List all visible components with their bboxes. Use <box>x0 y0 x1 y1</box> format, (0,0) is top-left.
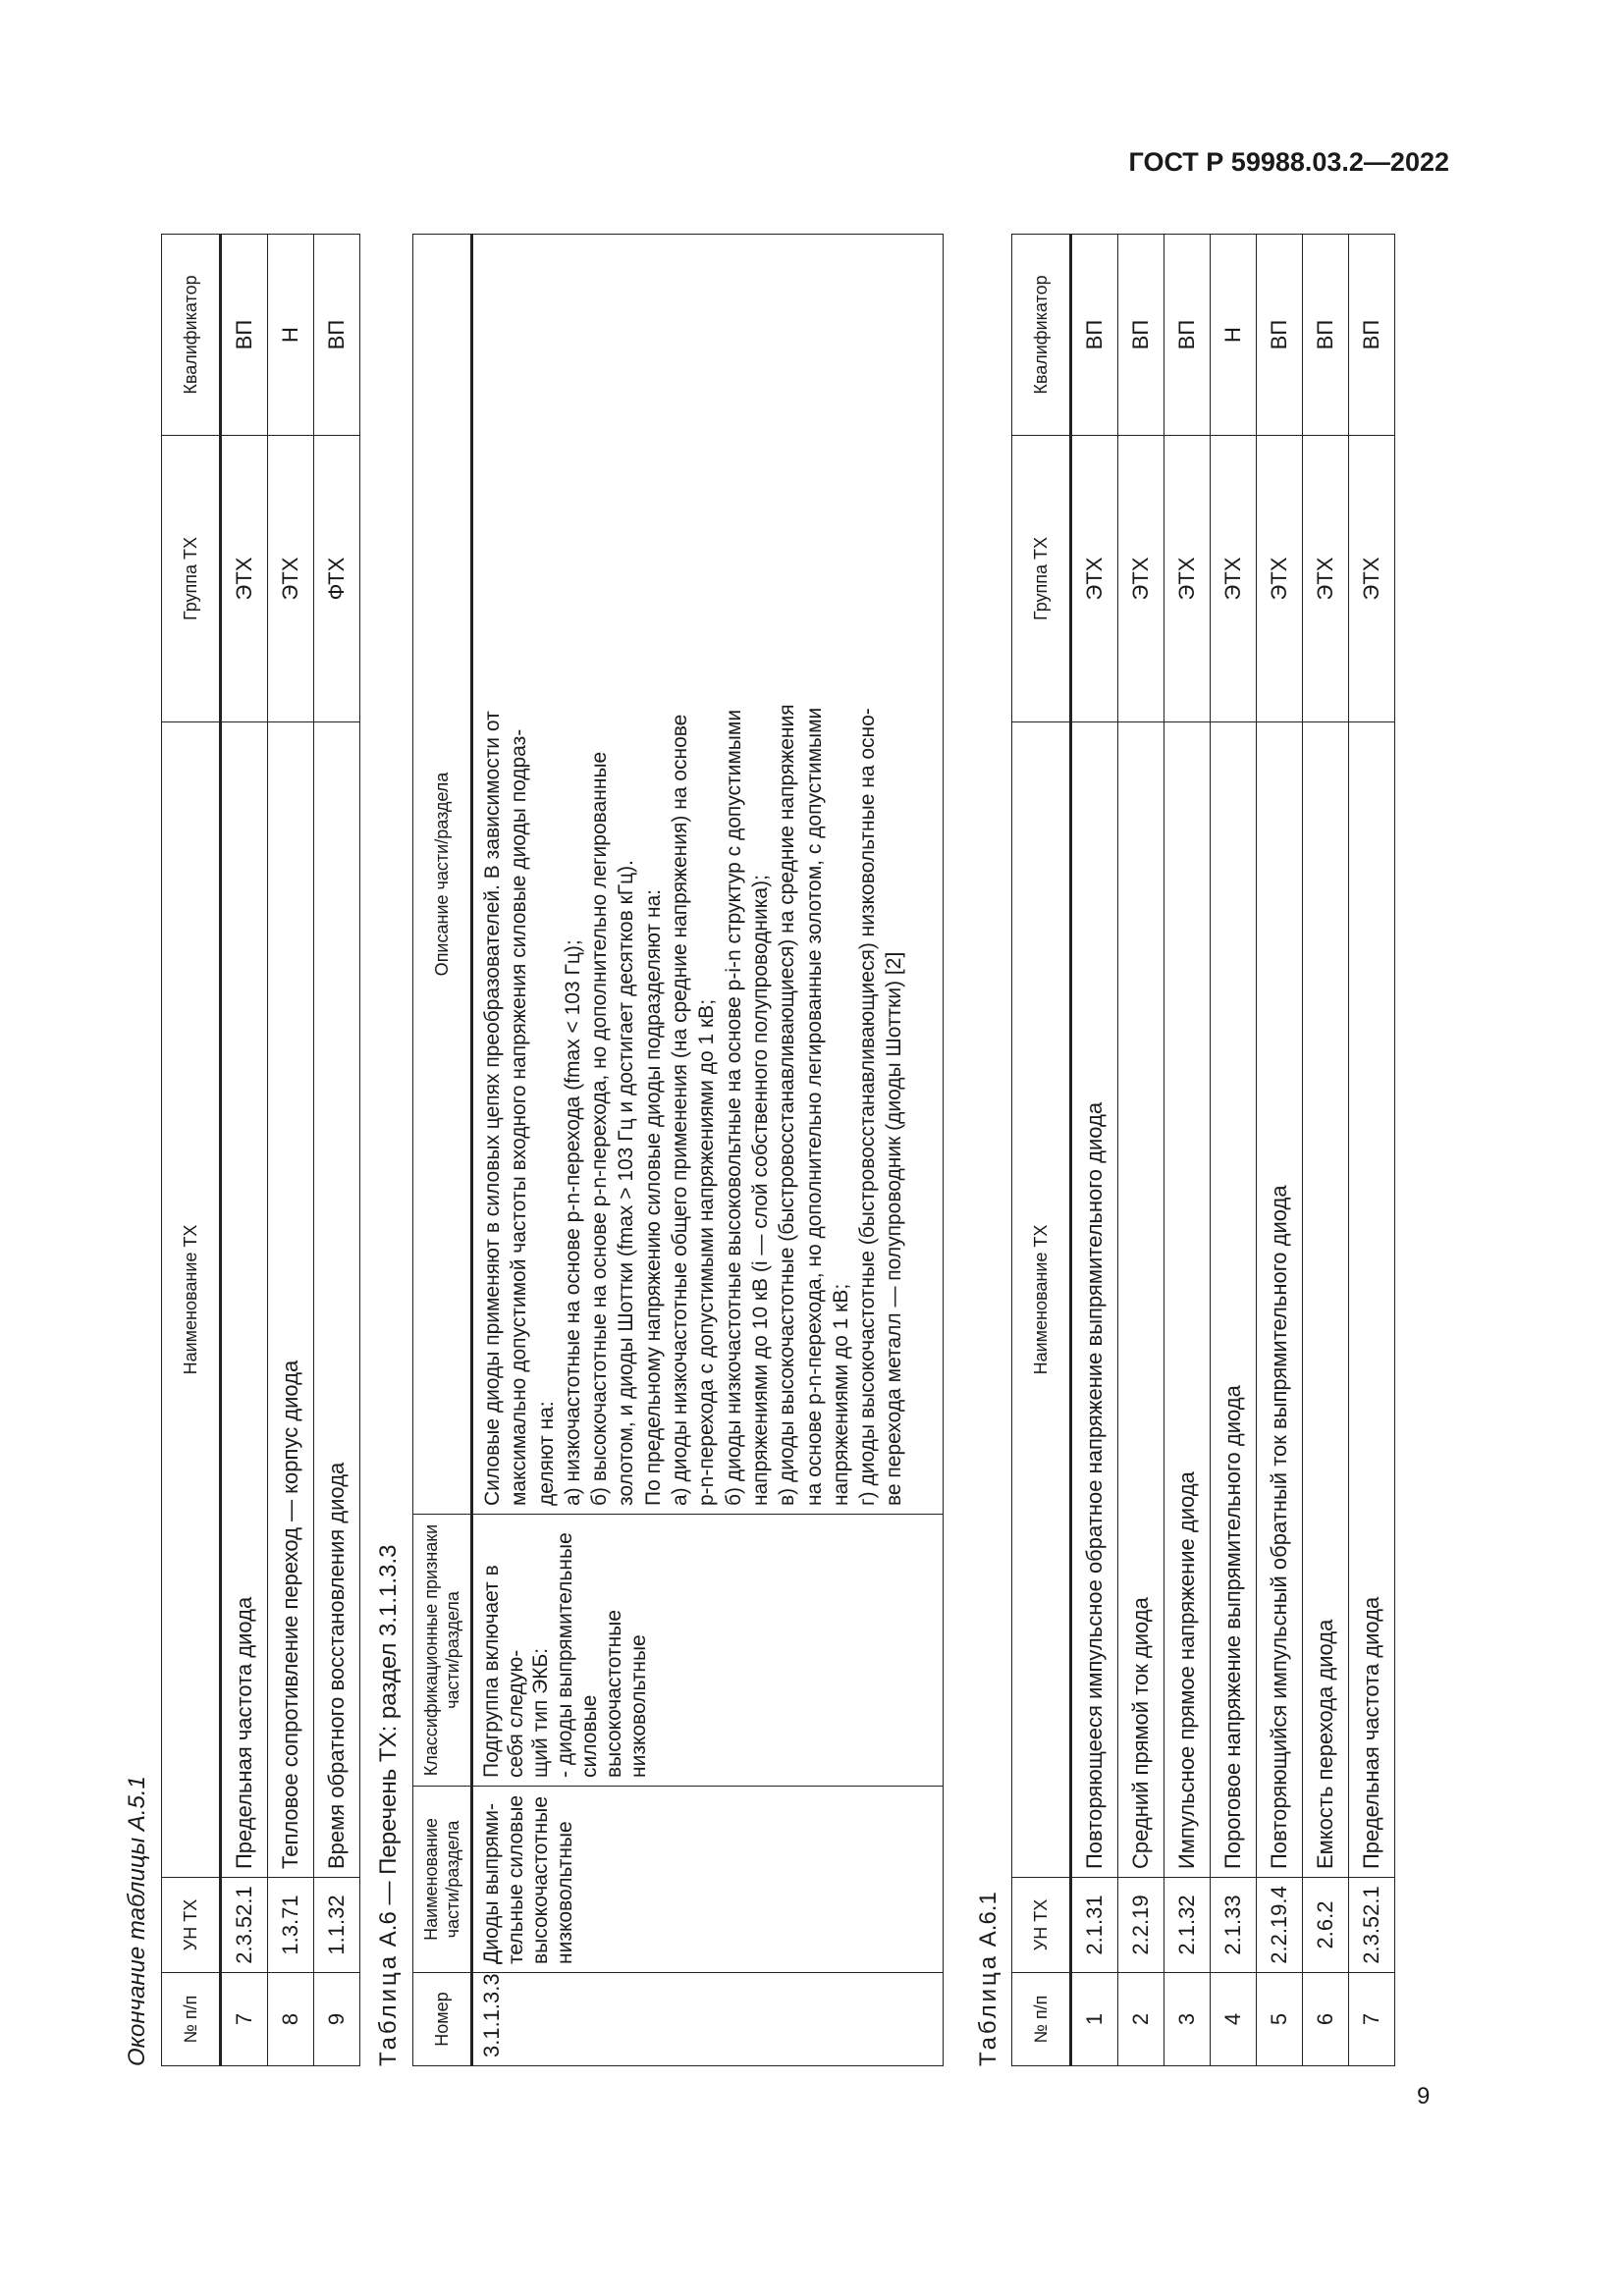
tx-group: ЭТХ <box>268 436 314 722</box>
tx-qualifier: Н <box>1211 235 1257 436</box>
text-line: высокочастотные <box>529 1795 552 1964</box>
text-line: напряжениями до 10 кВ (i — слой собственного полупроводника); <box>748 875 772 1506</box>
table-a61 <box>1011 234 1395 2066</box>
tx-group: ЭТХ <box>1071 436 1118 722</box>
table-a51-caption: Окончание таблицы А.5.1 <box>124 1776 150 2066</box>
tx-qualifier: ВП <box>1071 235 1118 436</box>
table-row <box>314 235 360 2066</box>
tx-name: Предельная частота диода <box>1349 722 1395 1878</box>
tx-group: ЭТХ <box>1349 436 1395 722</box>
text-line: максимально допустимой частоты входного напряжения силовые диоды подраз- <box>508 728 531 1506</box>
tx-name: Предельная частота диода <box>221 722 268 1878</box>
text-line: Силовые диоды применяют в силовых цепях преобразователей. В зависимости от <box>481 711 504 1506</box>
tx-name: Импульсное прямое напряжение диода <box>1164 722 1211 1878</box>
text-line: напряжениями до 1 кВ; <box>829 1283 852 1506</box>
caption-prefix: Таблица <box>375 1952 402 2066</box>
tx-name: Время обратного восстановления диода <box>314 722 360 1878</box>
col-header: Классификационные признаки части/раздела <box>413 1515 472 1787</box>
tx-name: Пороговое напряжение выпрямительного диода <box>1211 722 1257 1878</box>
col-header: Описание части/раздела <box>413 235 472 1515</box>
row-number: 7 <box>221 1973 268 2066</box>
text-line: щий тип ЭКБ: <box>529 1647 552 1778</box>
table-a6-caption <box>375 1545 403 2066</box>
text-line: а) диоды низкочастотные общего применения (на средние напряжения) на основе <box>669 714 692 1506</box>
caption-text: А.6.1 <box>975 1892 1001 1948</box>
tx-name: Тепловое сопротивление переход — корпус диода <box>268 722 314 1878</box>
tx-code: 2.1.33 <box>1211 1878 1257 1973</box>
tx-group: ЭТХ <box>1257 436 1303 722</box>
row-number: 8 <box>268 1973 314 2066</box>
col-header: Квалификатор <box>1012 235 1071 436</box>
table-row <box>1211 235 1257 2066</box>
tx-name: Повторяющийся импульсный обратный ток выпрямительного диода <box>1257 722 1303 1878</box>
tx-name: Средний прямой ток диода <box>1118 722 1164 1878</box>
section-number: 3.1.1.3.3 <box>472 1973 944 2066</box>
tx-group: ЭТХ <box>221 436 268 722</box>
tx-group: ЭТХ <box>1118 436 1164 722</box>
table-a51 <box>161 234 360 2066</box>
text-line: в) диоды высокочастотные (быстровосстанавливающиеся) на средние напряжения <box>776 704 799 1506</box>
text-line: - диоды выпрямительные силовые <box>554 1532 601 1778</box>
col-header: Наименование ТХ <box>1012 722 1071 1878</box>
section-name <box>472 1787 944 1973</box>
row-number: 6 <box>1303 1973 1349 2066</box>
tx-group: ЭТХ <box>1211 436 1257 722</box>
rotated-page-content <box>116 221 1441 2066</box>
tx-name: Емкость перехода диода <box>1303 722 1349 1878</box>
tx-qualifier: ВП <box>314 235 360 436</box>
table-row <box>1118 235 1164 2066</box>
page-number: 9 <box>1417 2083 1431 2109</box>
tx-code: 2.6.2 <box>1303 1878 1349 1973</box>
col-header: Наименование части/раздела <box>413 1787 472 1973</box>
col-header: Квалификатор <box>162 235 221 436</box>
table-a61-caption <box>975 1892 1002 2066</box>
tx-code: 2.3.52.1 <box>1349 1878 1395 1973</box>
table-a6 <box>412 234 944 2066</box>
row-number: 2 <box>1118 1973 1164 2066</box>
table-row <box>1164 235 1211 2066</box>
tx-code: 2.1.32 <box>1164 1878 1211 1973</box>
caption-text: А.6 — Перечень ТХ: раздел 3.1.1.3.3 <box>375 1544 402 1948</box>
tx-name: Повторяющееся импульсное обратное напряжение выпрямительного диода <box>1071 722 1118 1878</box>
tx-qualifier: ВП <box>1303 235 1349 436</box>
row-number: 1 <box>1071 1973 1118 2066</box>
text-line: б) диоды низкочастотные высоковольтные на основе p-i-n структур с допустимыми <box>722 709 745 1506</box>
text-line: По предельному напряжению силовые диоды подразделяют на: <box>641 888 665 1506</box>
table-row <box>1071 235 1118 2066</box>
text-line: высокочастотные низковольтные <box>603 1609 650 1778</box>
tx-group: ФТХ <box>314 436 360 722</box>
col-header: Номер <box>413 1973 472 2066</box>
tx-code: 2.2.19 <box>1118 1878 1164 1973</box>
row-number: 7 <box>1349 1973 1395 2066</box>
section-classification <box>472 1515 944 1787</box>
text-line: Диоды выпрями- <box>480 1803 503 1964</box>
row-number: 9 <box>314 1973 360 2066</box>
col-header: Наименование ТХ <box>162 722 221 1878</box>
tx-code: 2.1.31 <box>1071 1878 1118 1973</box>
col-header: № п/п <box>1012 1973 1071 2066</box>
text-line: деляют на: <box>534 1401 558 1506</box>
tx-group: ЭТХ <box>1164 436 1211 722</box>
text-line: низковольтные <box>554 1821 576 1964</box>
row-number: 5 <box>1257 1973 1303 2066</box>
tx-code: 1.1.32 <box>314 1878 360 1973</box>
tx-code: 1.3.71 <box>268 1878 314 1973</box>
text-line: а) низкочастотные на основе p-n-перехода (fmax < 103 Гц); <box>561 939 584 1506</box>
text-line: на основе p-n-перехода, но дополнительно легированные золотом, с допустимыми <box>802 707 826 1506</box>
tx-qualifier: ВП <box>1349 235 1395 436</box>
col-header: Группа ТХ <box>1012 436 1071 722</box>
text-line: г) диоды высокочастотные (быстровосстанавливающиеся) низковольтные на осно- <box>856 708 880 1506</box>
col-header: № п/п <box>162 1973 221 2066</box>
col-header: УН ТХ <box>162 1878 221 1973</box>
tx-group: ЭТХ <box>1303 436 1349 722</box>
table-row <box>1257 235 1303 2066</box>
text-line: ве перехода металл — полупроводник (диоды Шоттки) [2] <box>883 951 906 1506</box>
text-line: б) высокочастотные на основе p-n-перехода, но дополнительно легированные <box>588 751 612 1506</box>
table-row <box>472 235 944 2066</box>
tx-qualifier: Н <box>268 235 314 436</box>
text-line: Подгруппа включает в себя следую- <box>480 1565 527 1778</box>
col-header: Группа ТХ <box>162 436 221 722</box>
col-header: УН ТХ <box>1012 1878 1071 1973</box>
tx-code: 2.2.19.4 <box>1257 1878 1303 1973</box>
table-row <box>221 235 268 2066</box>
tx-code: 2.3.52.1 <box>221 1878 268 1973</box>
table-row <box>1349 235 1395 2066</box>
text-line: золотом, и диоды Шоттки (fmax > 103 Гц и достигает десятков кГц). <box>615 859 638 1506</box>
row-number: 3 <box>1164 1973 1211 2066</box>
standard-header: ГОСТ Р 59988.03.2—2022 <box>1128 147 1449 177</box>
table-row <box>1303 235 1349 2066</box>
tx-qualifier: ВП <box>1164 235 1211 436</box>
section-description <box>472 235 944 1515</box>
table-row <box>268 235 314 2066</box>
tx-qualifier: ВП <box>1257 235 1303 436</box>
row-number: 4 <box>1211 1973 1257 2066</box>
text-line: p-n-перехода с допустимыми напряжениями до 1 кВ; <box>695 998 719 1506</box>
text-line: тельные силовые <box>505 1794 527 1964</box>
caption-prefix: Таблица <box>975 1952 1001 2066</box>
tx-qualifier: ВП <box>1118 235 1164 436</box>
tx-qualifier: ВП <box>221 235 268 436</box>
